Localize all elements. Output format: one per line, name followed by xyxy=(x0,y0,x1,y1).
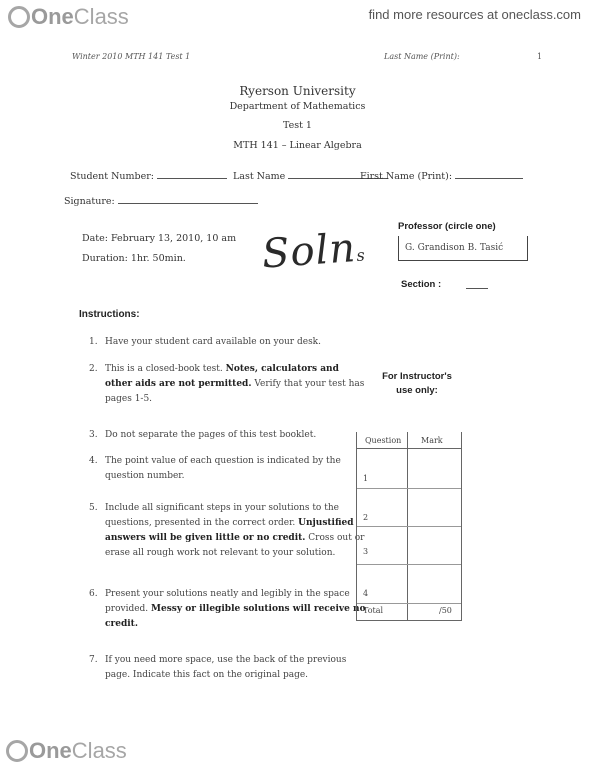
signature-label xyxy=(64,195,258,207)
col-mark: Mark xyxy=(421,436,443,445)
test-date: Date: February 13, 2010, 10 am xyxy=(82,233,237,244)
student-number-field[interactable] xyxy=(157,170,227,179)
item-number: 7. xyxy=(89,655,98,665)
instruction-item-5 xyxy=(89,501,367,561)
item-text: Present your solutions neatly and legibly in the space provided. xyxy=(105,589,350,614)
section-label: Section : xyxy=(401,279,442,290)
instruction-item-3 xyxy=(89,428,367,443)
university-name: Ryerson University xyxy=(239,84,356,98)
item-text-2: Cross out or erase all rough work not relevant to your solution. xyxy=(105,533,365,558)
item-emphasis: Unjustified answers will be given little or no credit. xyxy=(105,518,354,543)
instruction-item-4 xyxy=(89,454,367,484)
marks-table-header xyxy=(357,432,461,449)
total-value: /50 xyxy=(439,606,452,615)
item-text: Have your student card available on your desk. xyxy=(105,337,321,347)
item-text: The point value of each question is indicated by the question number. xyxy=(105,456,341,481)
professor-choices[interactable]: G. Grandison B. Tasić xyxy=(405,243,504,253)
item-number: 3. xyxy=(89,430,98,440)
first-name-text: First Name (Print): xyxy=(360,171,453,182)
handwriting-tail: s xyxy=(355,245,367,265)
item-text-2: Verify that your test has pages 1-5. xyxy=(105,379,365,404)
table-row xyxy=(357,565,461,604)
logo-one: One xyxy=(29,738,72,763)
logo-circle-icon xyxy=(6,740,28,762)
table-row xyxy=(357,448,461,489)
item-number: 6. xyxy=(89,589,98,599)
instructor-use-heading: For Instructor's use only: xyxy=(382,371,452,396)
find-more-link[interactable]: find more resources at oneclass.com xyxy=(368,7,581,22)
page-number: 1 xyxy=(537,52,543,61)
test-name: Test 1 xyxy=(283,120,312,131)
oneclass-footer-logo[interactable] xyxy=(6,738,127,764)
item-text: If you need more space, use the back of the previous page. Indicate this fact on the original page. xyxy=(105,655,347,680)
item-number: 5. xyxy=(89,503,98,513)
row-question: 1 xyxy=(363,474,369,483)
item-number: 2. xyxy=(89,364,98,374)
table-row xyxy=(357,527,461,565)
instruction-item-7 xyxy=(89,653,367,683)
professor-choice-box xyxy=(398,236,528,261)
signature-text: Signature: xyxy=(64,196,115,207)
instruction-item-1 xyxy=(89,335,367,350)
instructions-heading: Instructions: xyxy=(79,309,140,320)
logo-one: One xyxy=(31,4,74,29)
marks-table xyxy=(356,432,462,621)
row-question: 4 xyxy=(363,589,369,598)
handwritten-solns xyxy=(261,224,367,277)
professor-heading: Professor (circle one) xyxy=(398,221,496,232)
item-text: This is a closed-book test. xyxy=(105,364,226,374)
logo-circle-icon xyxy=(8,6,30,28)
logo-class: Class xyxy=(73,4,129,29)
col-question: Question xyxy=(365,436,402,445)
running-head-right: Last Name (Print): xyxy=(384,52,460,61)
department-name: Department of Mathematics xyxy=(229,101,366,112)
signature-field[interactable] xyxy=(118,195,258,204)
row-question: 3 xyxy=(363,547,369,556)
logo-class: Class xyxy=(71,738,127,763)
test-duration: Duration: 1hr. 50min. xyxy=(82,253,186,264)
row-question: 2 xyxy=(363,513,369,522)
instruction-item-2 xyxy=(89,362,367,407)
instruction-item-6 xyxy=(89,587,367,632)
oneclass-logo[interactable] xyxy=(8,4,129,30)
item-number: 1. xyxy=(89,337,98,347)
item-number: 4. xyxy=(89,456,98,466)
section-field[interactable] xyxy=(466,288,488,289)
first-name-field[interactable] xyxy=(455,170,523,179)
student-number-text: Student Number: xyxy=(70,171,154,182)
item-emphasis: Messy or illegible solutions will receive no credit. xyxy=(105,604,366,629)
student-number-label xyxy=(70,170,227,182)
last-name-text: Last Name xyxy=(233,171,286,182)
first-name-label xyxy=(360,170,523,182)
running-head-left: Winter 2010 MTH 141 Test 1 xyxy=(72,52,191,61)
item-text: Include all significant steps in your solutions to the questions, presented in the correct order. xyxy=(105,503,339,528)
course-name: MTH 141 – Linear Algebra xyxy=(233,140,362,151)
handwriting-main: Soln xyxy=(260,225,358,278)
total-label: Total xyxy=(363,606,384,615)
table-row xyxy=(357,489,461,527)
item-text: Do not separate the pages of this test booklet. xyxy=(105,430,317,440)
item-emphasis: Notes, calculators and other aids are not permitted. xyxy=(105,364,339,389)
